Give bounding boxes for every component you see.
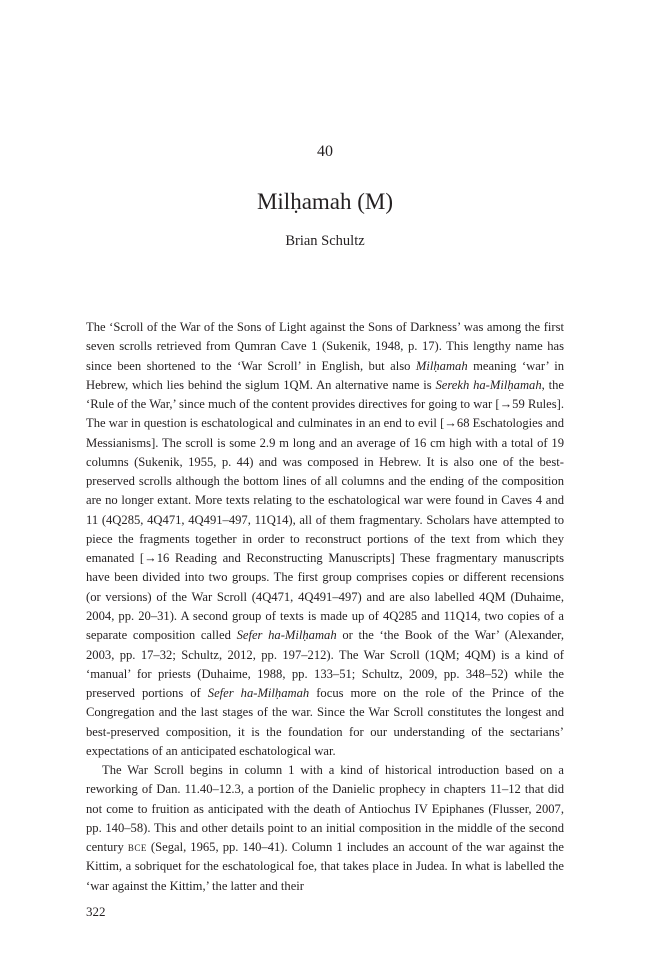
- chapter-number: 40: [317, 143, 333, 160]
- page-number: 322: [86, 904, 106, 919]
- italic-term: Milḥamah: [415, 358, 468, 373]
- small-caps-era: bce: [127, 840, 147, 855]
- text-run: , the ‘Rule of the War,’ since much of the content provides directives for going to war [→59 Rules]. The war in question is eschatological and culminates in an end to evil [→68 Eschatologies and Messianisms]. The scroll is some 2.9 m long and an average of 16 cm high with a total of 19 columns (Sukenik, 1955, p. 44) and was composed in Hebrew. It is also one of the best-preserved scrolls although the bottom lines of all columns and the ending of the composition are no longer extant. More texts relating to the eschatological war were found in Caves 4 and 11 (4Q285, 4Q471, 4Q491–497, 11Q14), all of them fragmentary. Scholars have attempted to piece the fragments together in order to reconstruct portions of the text from which they emanated [→16 Reading and Reconstructing Manuscripts] These fragmentary manuscripts have been divided into two groups. The first group comprises copies or different recensions (or versions) of the War Scroll (4Q471, 4Q491–497) and are also labelled 4QM (Duhaime, 2004, pp. 20–31). A second group of texts is made up of 4Q285 and 11Q14, two copies of a separate composition called: [86, 377, 564, 643]
- paragraph-1: [86, 318, 564, 761]
- italic-term: Sefer ha-Milḥamah: [207, 686, 310, 701]
- paragraph-2: [86, 761, 564, 896]
- author-name: Brian Schultz: [285, 233, 365, 249]
- text-run: meaning ‘war’ in Hebrew, which lies behind the siglum 1QM. An alternative name is: [86, 358, 564, 392]
- text-run: The ‘Scroll of the War of the Sons of Light against the Sons of Darkness’ was among the first seven scrolls retrieved from Qumran Cave 1 (Sukenik, 1948, p. 17). This lengthy name has since been shortened to the ‘War Scroll’ in English, but also: [86, 320, 564, 373]
- italic-term: Sefer ha-Milḥamah: [236, 628, 337, 643]
- body-text: [86, 318, 564, 896]
- italic-term: Serekh ha-Milḥamah: [435, 377, 542, 392]
- chapter-title: Milḥamah (M): [256, 189, 394, 214]
- text-run: or the ‘the Book of the War’ (Alexander, 2003, pp. 17–32; Schultz, 2012, pp. 197–212). The War Scroll (1QM; 4QM) is a kind of ‘manual’ for priests (Duhaime, 1988, pp. 133–51; Schultz, 2009, pp. 348–52) while the preserved portions of: [86, 628, 564, 701]
- text-run: The War Scroll begins in column 1 with a kind of historical introduction based on a reworking of Dan. 11.40–12.3, a portion of the Danielic prophecy in chapters 11–12 that did not come to fruition as anticipated with the death of Antiochus IV Epiphanes (Flusser, 2007, pp. 140–58). This and other details point to an initial composition in the middle of the second century: [86, 763, 564, 855]
- text-run: (Segal, 1965, pp. 140–41). Column 1 includes an account of the war against the Kittim, a sobriquet for the eschatological foe, that takes place in Judea. In what is labelled the ‘war against the Kittim,’ the latter and their: [86, 840, 564, 893]
- text-run: focus more on the role of the Prince of the Congregation and the last stages of the war. Since the War Scroll constitutes the longest and best-preserved composition, it is the foundation for our understanding of the sectarians’ expectations of an anticipated eschatological war.: [86, 686, 564, 758]
